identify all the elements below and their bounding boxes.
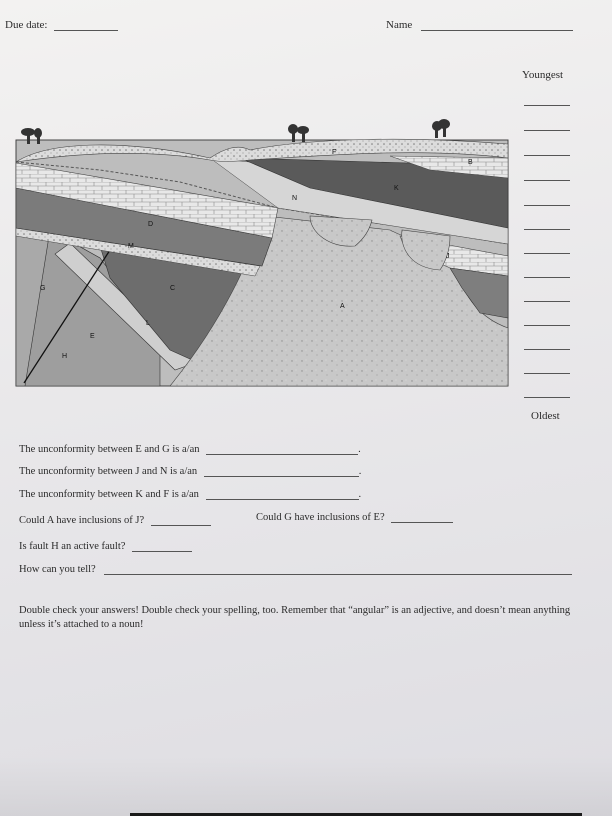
ladder-blank[interactable] bbox=[524, 301, 570, 302]
answer-6-blank[interactable] bbox=[132, 551, 192, 552]
ladder-blank[interactable] bbox=[524, 277, 570, 278]
answer-1-blank[interactable] bbox=[206, 454, 358, 455]
due-date-label: Due date: bbox=[5, 19, 48, 31]
ladder-blank[interactable] bbox=[524, 130, 570, 131]
label-j: J bbox=[446, 253, 450, 260]
tree-icon bbox=[288, 124, 309, 142]
question-6 bbox=[19, 541, 192, 552]
question-1-text: The unconformity between E and G is a/an bbox=[19, 444, 200, 455]
label-n: N bbox=[292, 195, 298, 202]
question-1 bbox=[19, 444, 361, 455]
due-date-blank[interactable] bbox=[54, 30, 118, 31]
answer-3-blank[interactable] bbox=[206, 499, 359, 500]
answer-5-blank[interactable] bbox=[391, 522, 453, 523]
question-5 bbox=[256, 512, 453, 523]
ladder-blank[interactable] bbox=[524, 205, 570, 206]
label-d: D bbox=[148, 221, 154, 228]
question-7 bbox=[19, 564, 572, 575]
question-4-text: Could A have inclusions of J? bbox=[19, 515, 145, 526]
label-b: B bbox=[468, 159, 473, 166]
ladder-blank[interactable] bbox=[524, 253, 570, 254]
ladder-blank[interactable] bbox=[524, 105, 570, 106]
name-blank[interactable] bbox=[421, 30, 573, 31]
ladder-blank[interactable] bbox=[524, 349, 570, 350]
label-m: M bbox=[128, 243, 134, 250]
page-shadow bbox=[0, 756, 612, 816]
ladder-blank[interactable] bbox=[524, 397, 570, 398]
reminder-note: Double check your answers! Double check your spelling, too. Remember that “angular” is an adjective, and doesn’t mean anything unless it’s attached to a noun! bbox=[19, 605, 571, 630]
cross-section-diagram bbox=[10, 118, 520, 393]
ladder-blank[interactable] bbox=[524, 325, 570, 326]
ladder-blank[interactable] bbox=[524, 229, 570, 230]
name-label: Name bbox=[386, 19, 413, 31]
label-g: G bbox=[40, 285, 46, 292]
question-6-text: Is fault H an active fault? bbox=[19, 541, 126, 552]
answer-7-blank[interactable] bbox=[104, 574, 572, 575]
answer-2-blank[interactable] bbox=[204, 476, 359, 477]
label-k: K bbox=[394, 185, 399, 192]
label-h: H bbox=[62, 353, 68, 360]
label-e: E bbox=[90, 333, 95, 340]
ladder-blank[interactable] bbox=[524, 155, 570, 156]
due-date-row bbox=[5, 19, 118, 31]
question-2-period: . bbox=[358, 466, 362, 477]
label-f: F bbox=[332, 149, 337, 156]
answer-4-blank[interactable] bbox=[151, 525, 211, 526]
question-5-text: Could G have inclusions of E? bbox=[256, 512, 385, 523]
label-c: C bbox=[170, 285, 176, 292]
question-3 bbox=[19, 489, 361, 500]
ladder-blank[interactable] bbox=[524, 180, 570, 181]
question-3-period: . bbox=[358, 489, 362, 500]
question-2 bbox=[19, 466, 361, 477]
label-a: A bbox=[340, 303, 345, 310]
question-1-period: . bbox=[358, 444, 361, 455]
ladder-blank[interactable] bbox=[524, 373, 570, 374]
tree-icon bbox=[432, 119, 450, 138]
youngest-label: Youngest bbox=[522, 69, 564, 81]
question-4 bbox=[19, 515, 211, 526]
label-l: L bbox=[146, 320, 150, 327]
question-3-text: The unconformity between K and F is a/an bbox=[19, 489, 199, 500]
question-2-text: The unconformity between J and N is a/an bbox=[19, 466, 198, 477]
question-7-text: How can you tell? bbox=[19, 564, 96, 575]
name-row bbox=[386, 19, 573, 31]
oldest-label: Oldest bbox=[531, 410, 560, 422]
